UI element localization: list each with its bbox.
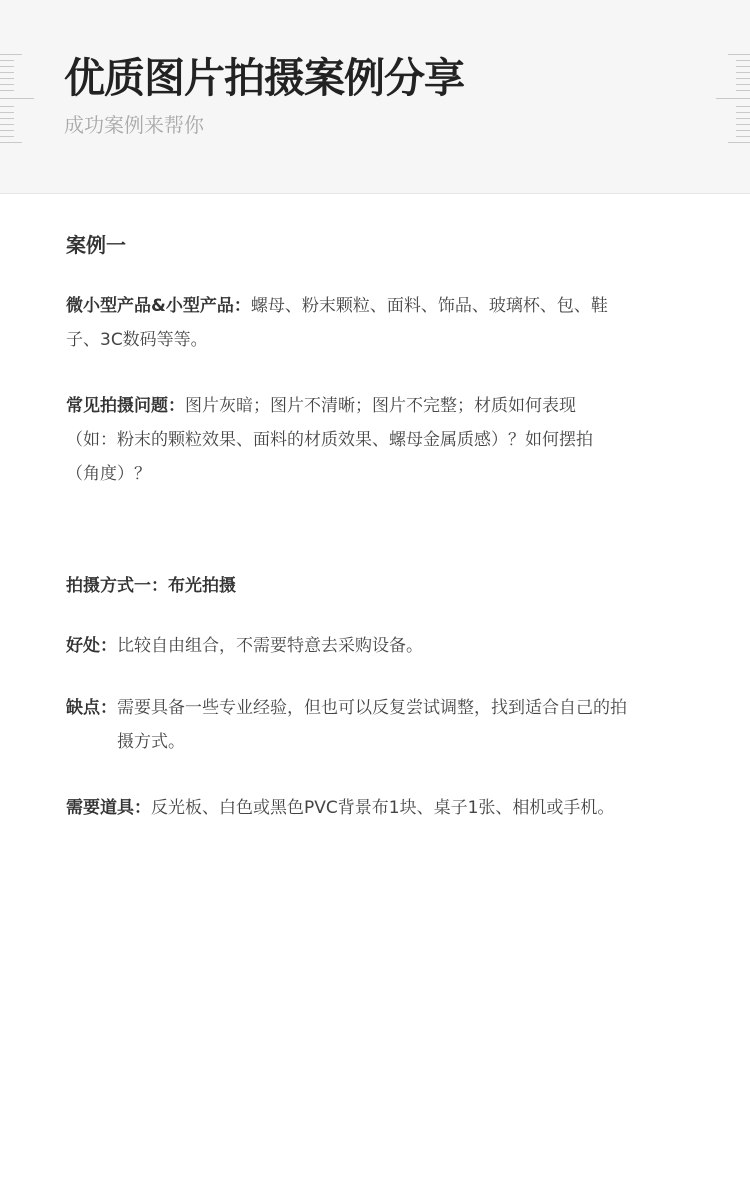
pros-text: 比较自由组合，不需要特意去采购设备。 <box>117 636 423 656</box>
props-label: 需要道具： <box>66 798 151 818</box>
products-label: 微小型产品&小型产品： <box>66 296 251 316</box>
problems-label: 常见拍摄问题： <box>66 396 185 416</box>
page-header <box>0 0 750 194</box>
cons-text: 需要具备一些专业经验，但也可以反复尝试调整，找到适合自己的拍摄方式。 <box>117 698 627 752</box>
page-subtitle: 成功案例来帮你 <box>64 113 204 137</box>
problems-text: 图片灰暗；图片不清晰；图片不完整；材质如何表现（如：粉末的颗粒效果、面料的材质效果、螺母金属质感）？如何摆拍（角度）？ <box>66 396 593 484</box>
cons-label: 缺点： <box>66 698 117 718</box>
pros-row <box>66 629 666 663</box>
case-title: 案例一 <box>66 233 126 257</box>
ruler-decoration-left <box>0 54 36 146</box>
products-text: 螺母、粉末颗粒、面料、饰品、玻璃杯、包、鞋子、3C数码等等。 <box>66 296 608 350</box>
props-row <box>66 791 706 825</box>
method-title: 拍摄方式一：布光拍摄 <box>66 576 236 596</box>
ruler-decoration-right <box>714 54 750 146</box>
page-title: 优质图片拍摄案例分享 <box>64 54 464 102</box>
pros-label: 好处： <box>66 636 117 656</box>
products-paragraph <box>66 289 626 357</box>
props-text: 反光板、白色或黑色PVC背景布1块、桌子1张、相机或手机。 <box>151 798 615 818</box>
problems-paragraph <box>66 389 606 491</box>
cons-row <box>66 691 631 759</box>
